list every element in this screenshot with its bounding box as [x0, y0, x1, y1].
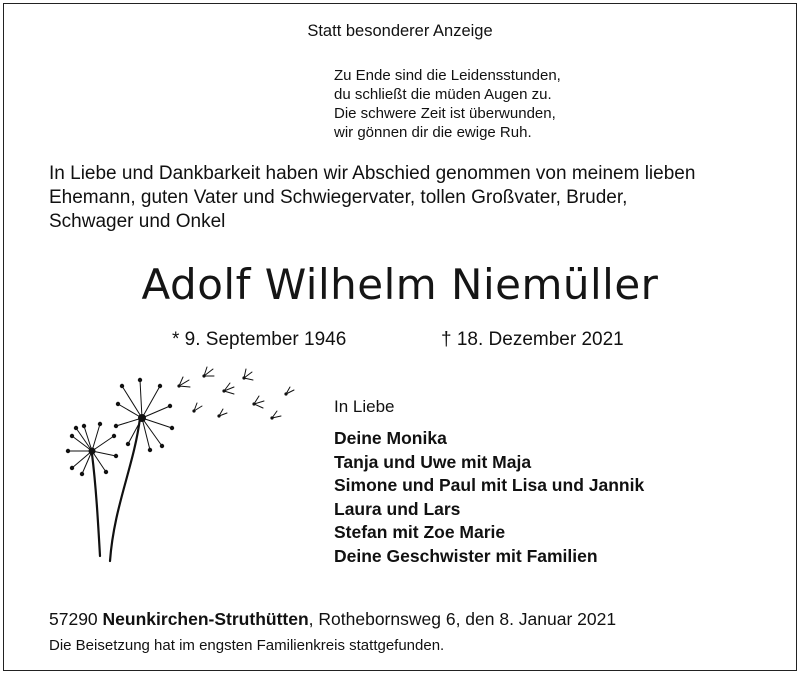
- mourners-list: [334, 427, 644, 568]
- poem: [334, 66, 561, 142]
- intro-line: In Liebe und Dankbarkeit haben wir Abschied genommen von meinem lieben: [49, 163, 696, 184]
- address-date: , Rothebornsweg 6, den 8. Januar 2021: [308, 609, 617, 629]
- poem-line: Die schwere Zeit ist überwunden,: [334, 105, 556, 122]
- dandelion-illustration: [54, 356, 334, 564]
- mourner-item: Deine Monika: [334, 428, 447, 448]
- mourner-item: Tanja und Uwe mit Maja: [334, 451, 532, 472]
- poem-line: wir gönnen dir die ewige Ruh.: [334, 124, 532, 141]
- postcode: 57290: [49, 609, 98, 629]
- place-date-line: [49, 609, 616, 630]
- mourner-item: Deine Geschwister mit Familien: [334, 545, 598, 566]
- header-label: Statt besonderer Anzeige: [307, 22, 493, 40]
- intro-text: [49, 162, 695, 234]
- intro-line: Schwager und Onkel: [49, 211, 226, 232]
- deceased-name: Adolf Wilhelm Niemüller: [141, 260, 659, 309]
- town-name: Neunkirchen-Struthütten: [102, 609, 309, 629]
- intro-line: Ehemann, guten Vater und Schwiegervater, tollen Großvater, Bruder,: [49, 187, 628, 208]
- poem-line: Zu Ende sind die Leidensstunden,: [334, 67, 561, 84]
- burial-note: Die Beisetzung hat im engsten Familienkreis stattgefunden.: [49, 637, 445, 654]
- poem-line: du schließt die müden Augen zu.: [334, 86, 552, 103]
- birth-date: * 9. September 1946: [172, 329, 347, 350]
- mourner-item: Simone und Paul mit Lisa und Jannik: [334, 475, 645, 495]
- mourner-item: Stefan mit Zoe Marie: [334, 522, 506, 542]
- death-date: † 18. Dezember 2021: [441, 329, 624, 350]
- in-love-label: In Liebe: [334, 397, 395, 416]
- mourner-item: Laura und Lars: [334, 498, 461, 519]
- obituary-notice: [3, 3, 797, 671]
